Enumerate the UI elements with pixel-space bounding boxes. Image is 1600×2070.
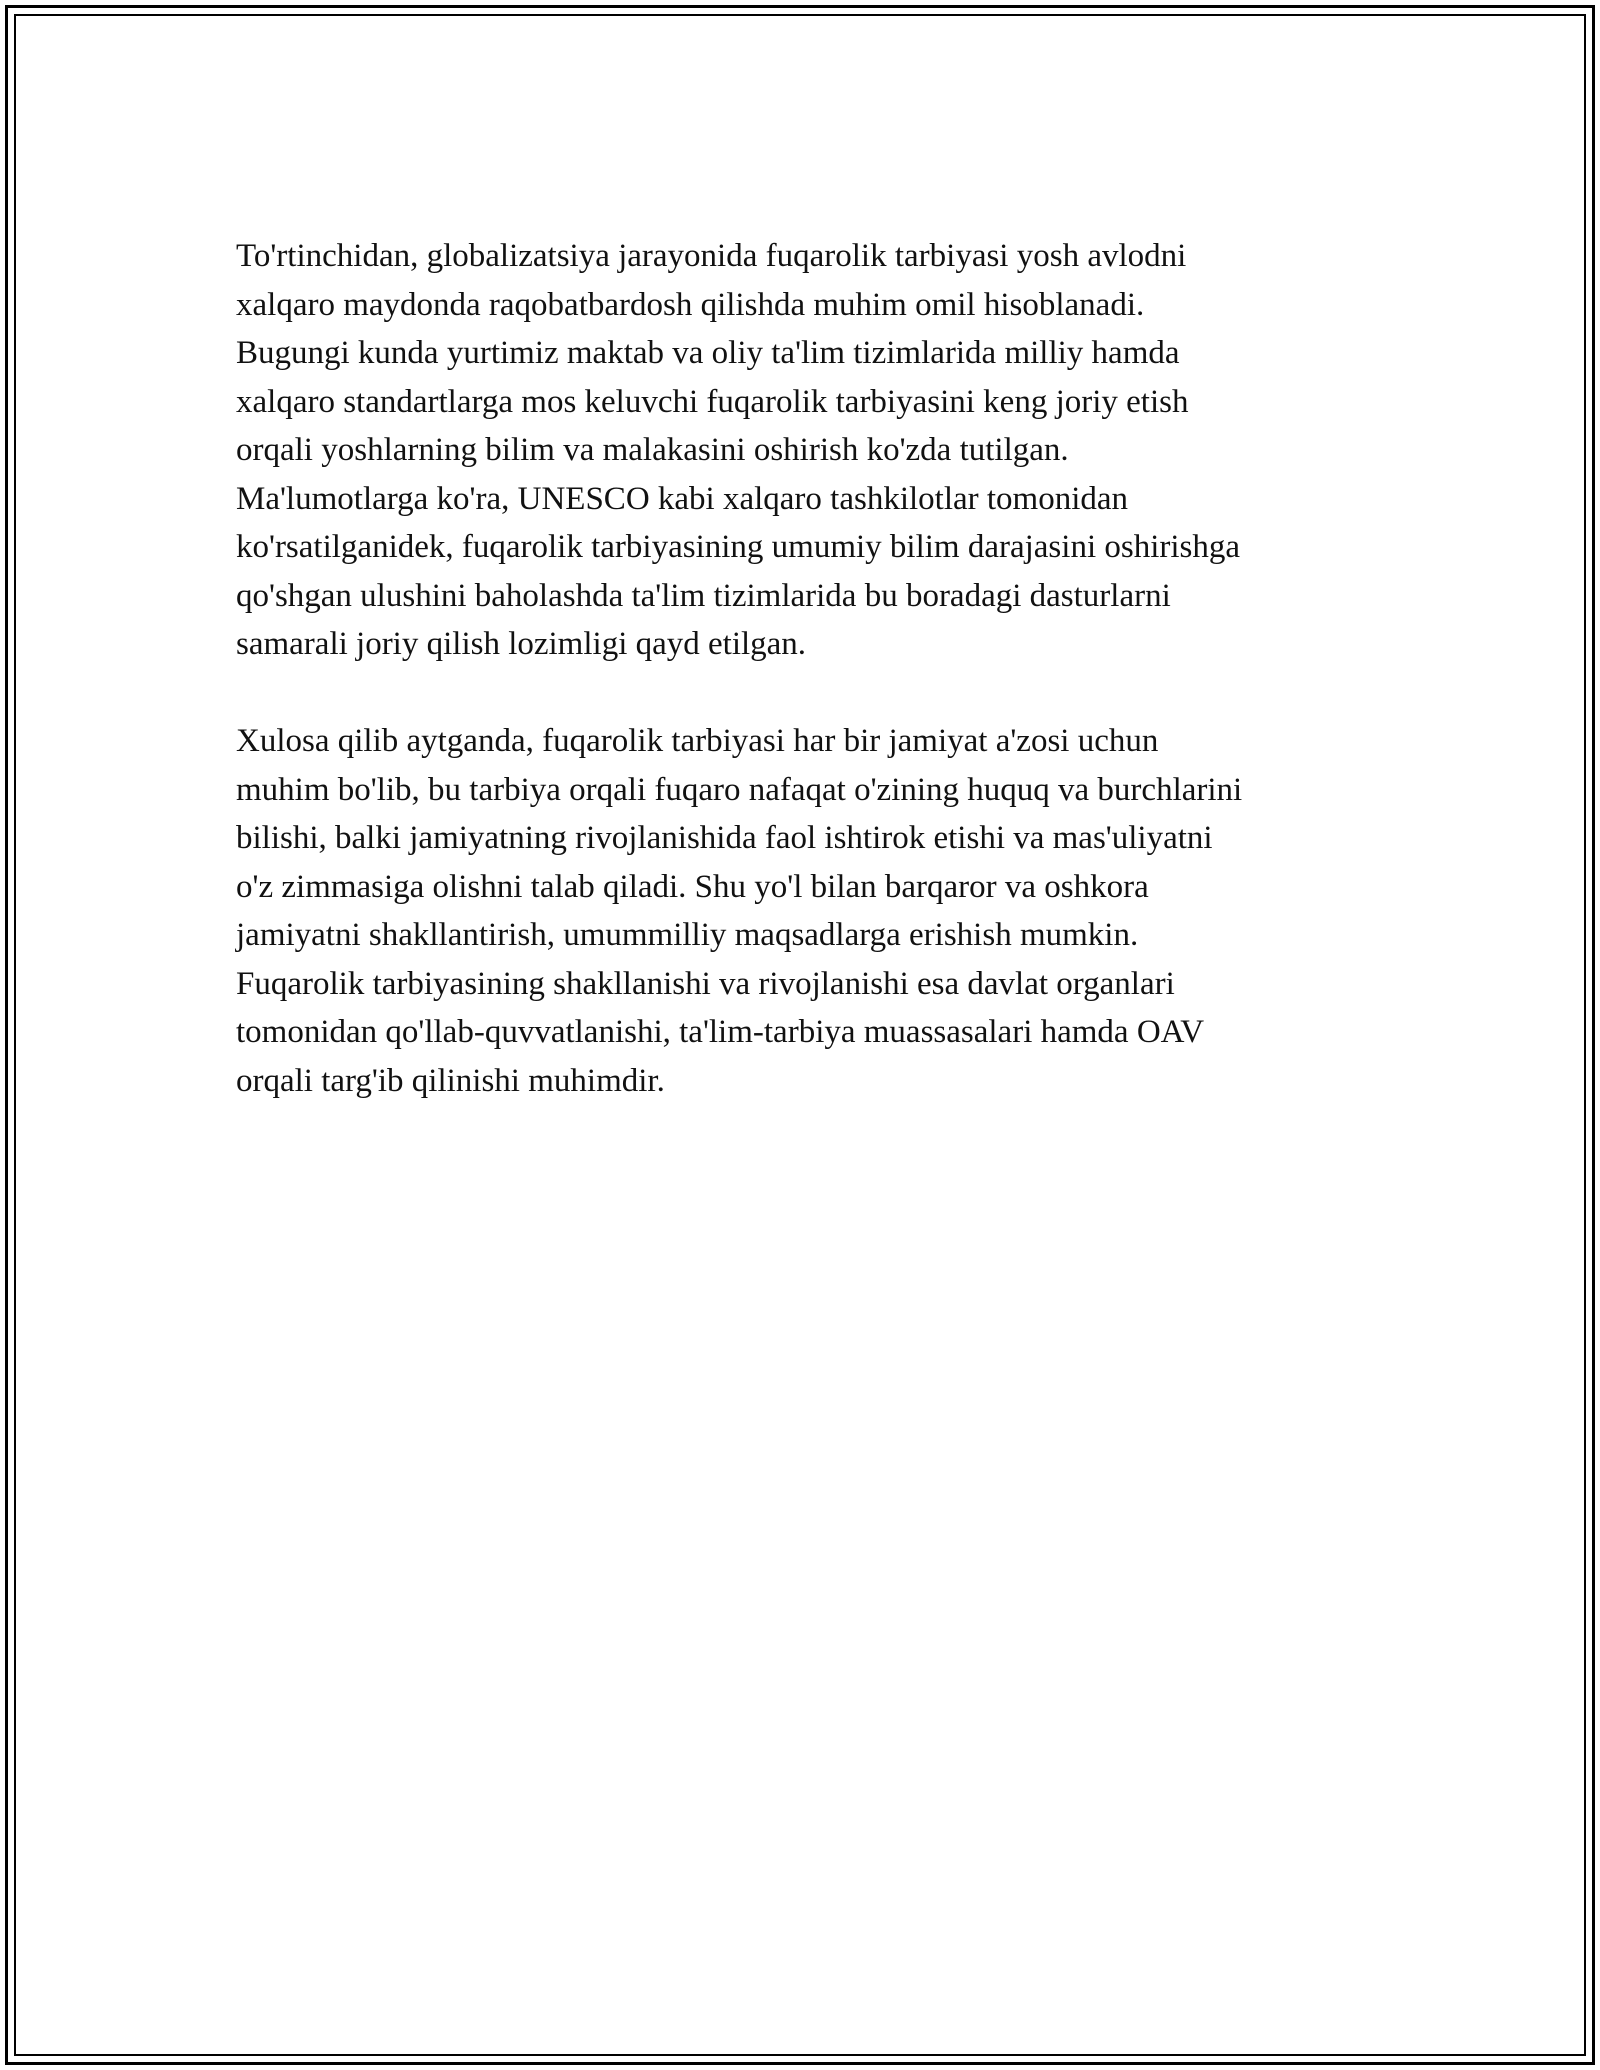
text-line: Xulosa qilib aytganda, fuqarolik tarbiyasi har bir jamiyat a'zosi uchun <box>236 723 1159 759</box>
text-line: o'z zimmasiga olishni talab qiladi. Shu yo'l bilan barqaror va oshkora <box>236 868 1149 905</box>
text-line: orqali yoshlarning bilim va malakasini oshirish ko'zda tutilgan. <box>236 432 1069 468</box>
text-line: To'rtinchidan, globalizatsiya jarayonida fuqarolik tarbiyasi yosh avlodni <box>236 238 1187 274</box>
paragraph-spacer <box>236 669 1366 718</box>
document-body <box>236 232 1366 1105</box>
text-line: samarali joriy qilish lozimligi qayd etilgan. <box>236 626 807 662</box>
text-line: ko'rsatilganidek, fuqarolik tarbiyasining umumiy bilim darajasini oshirishga <box>236 529 1241 565</box>
text-line: qo'shgan ulushini baholashda ta'lim tizimlarida bu boradagi dasturlarni <box>236 577 1171 614</box>
text-line: xalqaro maydonda raqobatbardosh qilishda muhim omil hisoblanadi. <box>236 286 1145 323</box>
text-line: bilishi, balki jamiyatning rivojlanishida faol ishtirok etishi va mas'uliyatni <box>236 820 1213 856</box>
text-line: orqali targ'ib qilinishi muhimdir. <box>236 1062 665 1099</box>
paragraph-conclusion <box>236 717 1366 1105</box>
paragraph-globalization <box>236 232 1366 669</box>
text-line: Fuqarolik tarbiyasining shakllanishi va rivojlanishi esa davlat organlari <box>236 965 1175 1002</box>
text-line: jamiyatni shakllantirish, umummilliy maqsadlarga erishish mumkin. <box>236 917 1139 953</box>
text-line: tomonidan qo'llab-quvvatlanishi, ta'lim-tarbiya muassasalari hamda OAV <box>236 1014 1205 1050</box>
text-line: muhim bo'lib, bu tarbiya orqali fuqaro nafaqat o'zining huquq va burchlarini <box>236 771 1243 808</box>
text-line: Ma'lumotlarga ko'ra, UNESCO kabi xalqaro tashkilotlar tomonidan <box>236 480 1129 517</box>
text-line: Bugungi kunda yurtimiz maktab va oliy ta'lim tizimlarida milliy hamda <box>236 335 1180 371</box>
text-line: xalqaro standartlarga mos keluvchi fuqarolik tarbiyasini keng joriy etish <box>236 383 1189 420</box>
